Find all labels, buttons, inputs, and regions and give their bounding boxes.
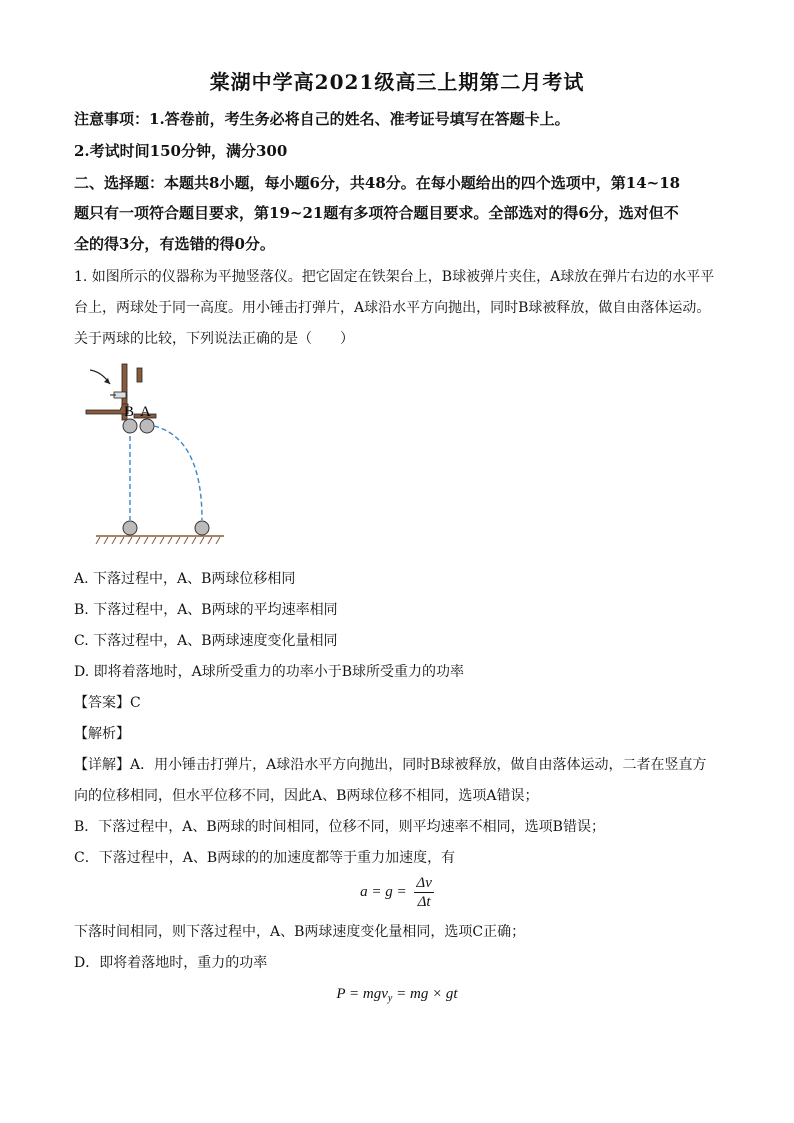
section-heading-line-3: 全的得3分，有选错的得0分。 xyxy=(74,235,275,253)
explanation-line-1: 【详解】A．用小锤击打弹片，A球沿水平方向抛出，同时B球被释放，做自由落体运动，二者在竖直方 xyxy=(74,757,707,773)
question-line-2: 台上，两球处于同一高度。用小锤击打弹片，A球沿水平方向抛出，同时B球被释放，做自由落体运动。 xyxy=(74,300,711,316)
explanation-line-4: C．下落过程中，A、B两球的的加速度都等于重力加速度，有 xyxy=(74,850,456,866)
ball-b-start xyxy=(123,419,137,433)
formula-1-lhs: a = g = xyxy=(360,883,407,900)
formula-1-fraction xyxy=(414,874,433,911)
apparatus-figure xyxy=(84,360,234,550)
question-line-3: 关于两球的比较，下列说法正确的是（ ） xyxy=(74,331,354,347)
question-line-1: 1. 如图所示的仪器称为平抛竖落仪。把它固定在铁架台上，B球被弹片夹住，A球放在弹片右边的水平平 xyxy=(74,269,715,285)
answer-line: 【答案】C xyxy=(74,695,141,711)
formula-2-lhs: P = mgv xyxy=(336,986,388,1002)
option-c: C. 下落过程中，A、B两球速度变化量相同 xyxy=(74,633,338,649)
page-title: 棠湖中学高2021级高三上期第二月考试 xyxy=(209,70,585,94)
notes-line-1: 注意事项：1.答卷前，考生务必将自己的姓名、准考证号填写在答题卡上。 xyxy=(74,110,570,128)
ground-hatching xyxy=(96,537,220,544)
notes-line-2: 2.考试时间150分钟，满分300 xyxy=(74,142,288,160)
platform xyxy=(86,404,128,414)
section-heading-line-1: 二、选择题：本题共8小题，每小题6分，共48分。在每小题给出的四个选项中，第14~18 xyxy=(74,174,681,192)
formula-1-denominator: Δt xyxy=(417,894,431,910)
explanation-line-2: 向的位移相同，但水平位移不同，因此A、B两球位移不相同，选项A错误； xyxy=(74,788,539,804)
analysis-heading: 【解析】 xyxy=(74,726,130,742)
explanation-line-5: 下落时间相同，则下落过程中，A、B两球速度变化量相同，选项C正确； xyxy=(74,924,526,940)
option-d: D. 即将着落地时，A球所受重力的功率小于B球所受重力的功率 xyxy=(74,664,465,680)
formula-1-numerator: Δv xyxy=(416,875,432,891)
label-a: A xyxy=(140,404,151,420)
arrow-head xyxy=(104,378,110,384)
ball-a-ground xyxy=(195,521,209,535)
option-a: A. 下落过程中，A、B两球位移相同 xyxy=(74,571,296,587)
formula-2-subscript: y xyxy=(387,993,393,1004)
label-b: B xyxy=(124,404,135,420)
projectile-path xyxy=(154,426,202,520)
section-heading-line-2: 题只有一项符合题目要求，第19~21题有多项符合题目要求。全部选对的得6分，选对但不 xyxy=(74,204,679,222)
option-b: B. 下落过程中，A、B两球的平均速率相同 xyxy=(74,602,338,618)
formula-2-rhs: = mg × gt xyxy=(396,986,458,1002)
explanation-line-6: D．即将着落地时，重力的功率 xyxy=(74,955,268,971)
ball-b-ground xyxy=(123,521,137,535)
ball-a-start xyxy=(140,419,154,433)
formula-power xyxy=(0,986,794,1004)
stop-block xyxy=(137,368,142,382)
formula-acceleration xyxy=(0,874,794,911)
explanation-line-3: B．下落过程中，A、B两球的时间相同，位移不同，则平均速率不相同，选项B错误； xyxy=(74,819,605,835)
